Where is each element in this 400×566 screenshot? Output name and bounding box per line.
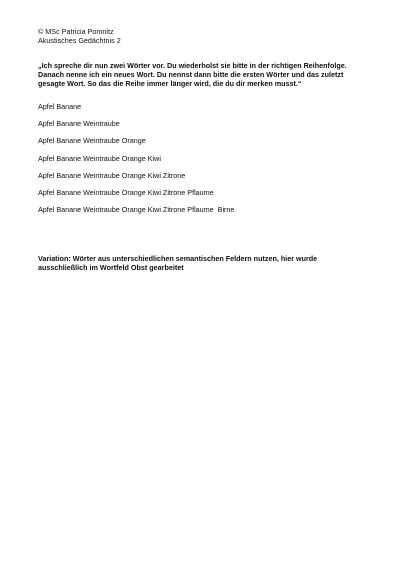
sequence-item: Apfel Banane Weintraube Orange Kiwi Zitrone bbox=[38, 170, 186, 180]
sequence-item: Apfel Banane Weintraube Orange bbox=[38, 136, 146, 146]
sequence-item: Apfel Banane Weintraube Orange Kiwi bbox=[38, 153, 161, 163]
instruction-paragraph: „Ich spreche dir nun zwei Wörter vor. Du wiederholst sie bitte in der richtigen Reihenfolge. Danach nenne ich ein neues Wort. Du nennst dann bitte die ersten Wörter und das zuletzt gesagte Wort. So das die Reihe immer länger wird, die du dir merken musst.“ bbox=[38, 61, 347, 88]
variation-note: Variation: Wörter aus unterschiedlichen semantischen Feldern nutzen, hier wurde ausschließlich im Wortfeld Obst gearbeitet bbox=[38, 254, 318, 272]
document-subtitle: Akustisches Gedächtnis 2 bbox=[38, 35, 121, 45]
sequence-item: Apfel Banane Weintraube Orange Kiwi Zitrone Pflaume bbox=[38, 187, 214, 197]
copyright-line: © MSc Patricia Pomnitz bbox=[38, 27, 114, 36]
document-header bbox=[38, 28, 121, 46]
sequence-item: Apfel Banane bbox=[38, 102, 82, 111]
sequence-item: Apfel Banane Weintraube Orange Kiwi Zitrone Pflaume Birne bbox=[38, 205, 235, 215]
word-sequence-list bbox=[38, 102, 234, 222]
sequence-item: Apfel Banane Weintraube bbox=[38, 119, 120, 129]
